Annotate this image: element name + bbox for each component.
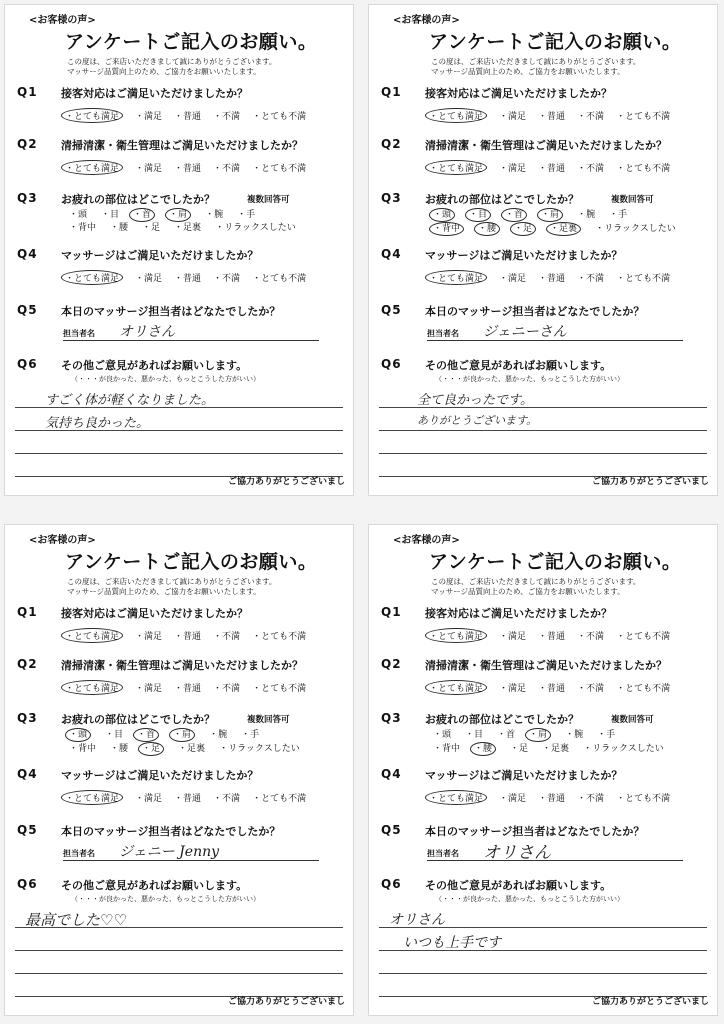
question-2: Q2 清掃清潔・衛生管理はご満足いただけましたか？ ・とても満足 ・満足 ・普通 ・不満 ・とても不満	[381, 657, 709, 711]
comment-handwritten-1: 全て良かったです。	[417, 393, 533, 408]
comment-handwritten-1: 最高でした♡♡	[25, 911, 127, 929]
question-5: Q5 本日のマッサージ担当者はどなたでしたか？ 担当者名 ジェニー Jenny	[17, 823, 345, 877]
comment-handwritten-2: ありがとうございます。	[417, 414, 538, 427]
intro-text: この度は、ご来店いただきまして誠にありがとうございます。 マッサージ品質向上のため、ご協力をお願いいたします。	[67, 577, 277, 596]
question-6: Q6 その他ご意見があればお願いします。 （・・・が良かった、悪かった、もっとこうした方がいい）	[17, 877, 260, 903]
question-1: Q1 接客対応はご満足いただけましたか？ ・とても満足 ・満足 ・普通 ・不満 ・とても不満	[17, 605, 345, 659]
question-1: Q1 接客対応はご満足いただけましたか？ ・とても満足 ・満足 ・普通 ・不満 ・とても不満	[17, 85, 345, 139]
q4-options: ・とても満足 ・満足 ・普通 ・不満 ・とても不満	[65, 790, 318, 805]
question-4: Q4 マッサージはご満足いただけましたか？ ・とても満足 ・満足 ・普通 ・不満 ・とても不満	[381, 247, 709, 301]
intro-text: この度は、ご来店いただきまして誠にありがとうございます。 マッサージ品質向上のため、ご協力をお願いいたします。	[67, 57, 277, 76]
q2-options: ・とても満足 ・満足 ・普通 ・不満 ・とても不満	[65, 160, 318, 175]
question-6: Q6 その他ご意見があればお願いします。 （・・・が良かった、悪かった、もっとこうした方がいい）	[381, 877, 624, 903]
footer-thanks: ご協力ありがとうございまし	[227, 997, 345, 1007]
intro-text: この度は、ご来店いただきまして誠にありがとうございます。 マッサージ品質向上のため、ご協力をお願いいたします。	[431, 57, 641, 76]
question-3: Q3 お疲れの部位はどこでしたか？ 複数回答可 ・頭 ・目 ・首 ・肩 ・腕 ・手 ・背中 ・腰 ・足 ・足裏 ・リラックスしたい	[17, 191, 345, 245]
q1-options: ・とても満足 ・満足 ・普通 ・不満 ・とても不満	[65, 628, 318, 643]
q1-options: ・とても満足 ・満足 ・普通 ・不満 ・とても不満	[429, 628, 682, 643]
comment-handwritten-1: オリさん	[389, 912, 445, 928]
q4-options: ・とても満足 ・満足 ・普通 ・不満 ・とても不満	[429, 790, 682, 805]
q4-options: ・とても満足 ・満足 ・普通 ・不満 ・とても不満	[65, 270, 318, 285]
question-4: Q4 マッサージはご満足いただけましたか？ ・とても満足 ・満足 ・普通 ・不満 ・とても不満	[17, 247, 345, 301]
survey-title: アンケートご記入のお願い。	[65, 551, 318, 573]
survey-sheet-2	[368, 4, 718, 496]
question-1: Q1 接客対応はご満足いただけましたか？ ・とても満足 ・満足 ・普通 ・不満 ・とても不満	[381, 605, 709, 659]
question-6: Q6 その他ご意見があればお願いします。 （・・・が良かった、悪かった、もっとこうした方がいい）	[381, 357, 624, 383]
header-label: <お客様の声>	[393, 535, 460, 546]
question-1: Q1 接客対応はご満足いただけましたか？ ・とても満足 ・満足 ・普通 ・不満 ・とても不満	[381, 85, 709, 139]
survey-title: アンケートご記入のお願い。	[429, 551, 682, 573]
q2-options: ・とても満足 ・満足 ・普通 ・不満 ・とても不満	[65, 680, 318, 695]
intro-text: この度は、ご来店いただきまして誠にありがとうございます。 マッサージ品質向上のため、ご協力をお願いいたします。	[431, 577, 641, 596]
survey-title: アンケートご記入のお願い。	[65, 31, 318, 53]
comment-handwritten-2: 気持ち良かった。	[45, 416, 150, 431]
staff-name-handwritten: オリさん	[119, 324, 175, 340]
footer-thanks: ご協力ありがとうございまし	[591, 997, 709, 1007]
question-4: Q4 マッサージはご満足いただけましたか？ ・とても満足 ・満足 ・普通 ・不満 ・とても不満	[17, 767, 345, 821]
staff-name-handwritten: ジェニーさん	[483, 324, 567, 340]
footer-thanks: ご協力ありがとうございまし	[227, 477, 345, 487]
q1-options: ・とても満足 ・満足 ・普通 ・不満 ・とても不満	[65, 108, 318, 123]
header-label: <お客様の声>	[393, 15, 460, 26]
question-3: Q3 お疲れの部位はどこでしたか？ 複数回答可 ・頭 ・目 ・首 ・肩 ・腕 ・手 ・背中 ・腰 ・足 ・足裏 ・リラックスしたい	[17, 711, 345, 765]
q3-body-parts: ・頭 ・目 ・首 ・肩 ・腕 ・手 ・背中 ・腰 ・足 ・足裏 ・リラックスしたい	[69, 728, 314, 756]
footer-thanks: ご協力ありがとうございまし	[591, 477, 709, 487]
q4-options: ・とても満足 ・満足 ・普通 ・不満 ・とても不満	[429, 270, 682, 285]
q1-options: ・とても満足 ・満足 ・普通 ・不満 ・とても不満	[429, 108, 682, 123]
question-3: Q3 お疲れの部位はどこでしたか？ 複数回答可 ・頭 ・目 ・首 ・肩 ・腕 ・手 ・背中 ・腰 ・足 ・足裏 ・リラックスしたい	[381, 191, 709, 245]
staff-name-handwritten: オリさん	[483, 843, 551, 863]
survey-sheet-3	[4, 524, 354, 1016]
staff-name-handwritten: ジェニー Jenny	[119, 844, 220, 860]
comment-handwritten-1: すごく体が軽くなりました。	[45, 393, 215, 408]
survey-sheet-1	[4, 4, 354, 496]
question-5: Q5 本日のマッサージ担当者はどなたでしたか？ 担当者名 オリさん	[17, 303, 345, 357]
question-4: Q4 マッサージはご満足いただけましたか？ ・とても満足 ・満足 ・普通 ・不満 ・とても不満	[381, 767, 709, 821]
q3-body-parts: ・頭 ・目 ・首 ・肩 ・腕 ・手 ・背中 ・腰 ・足 ・足裏 ・リラックスしたい	[69, 210, 296, 233]
comment-handwritten-2: いつも上手です	[403, 935, 501, 951]
header-label: <お客様の声>	[29, 535, 96, 546]
question-2: Q2 清掃清潔・衛生管理はご満足いただけましたか？ ・とても満足 ・満足 ・普通 ・不満 ・とても不満	[381, 137, 709, 191]
survey-sheet-4	[368, 524, 718, 1016]
q2-options: ・とても満足 ・満足 ・普通 ・不満 ・とても不満	[429, 160, 682, 175]
question-2: Q2 清掃清潔・衛生管理はご満足いただけましたか？ ・とても満足 ・満足 ・普通 ・不満 ・とても不満	[17, 657, 345, 711]
survey-title: アンケートご記入のお願い。	[429, 31, 682, 53]
q3-body-parts: ・頭 ・目 ・首 ・肩 ・腕 ・手 ・背中 ・腰 ・足 ・足裏 ・リラックスしたい	[433, 208, 690, 236]
question-5: Q5 本日のマッサージ担当者はどなたでしたか？ 担当者名 ジェニーさん	[381, 303, 709, 357]
question-3: Q3 お疲れの部位はどこでしたか？ 複数回答可 ・頭 ・目 ・首 ・肩 ・腕 ・手 ・背中 ・腰 ・足 ・足裏 ・リラックスしたい	[381, 711, 709, 765]
q2-options: ・とても満足 ・満足 ・普通 ・不満 ・とても不満	[429, 680, 682, 695]
question-2: Q2 清掃清潔・衛生管理はご満足いただけましたか？ ・とても満足 ・満足 ・普通 ・不満 ・とても不満	[17, 137, 345, 191]
q3-body-parts: ・頭 ・目 ・首 ・肩 ・腕 ・手 ・背中 ・腰 ・足 ・足裏 ・リラックスしたい	[433, 730, 664, 754]
question-5: Q5 本日のマッサージ担当者はどなたでしたか？ 担当者名 オリさん	[381, 823, 709, 877]
question-6: Q6 その他ご意見があればお願いします。 （・・・が良かった、悪かった、もっとこうした方がいい）	[17, 357, 260, 383]
header-label: <お客様の声>	[29, 15, 96, 26]
